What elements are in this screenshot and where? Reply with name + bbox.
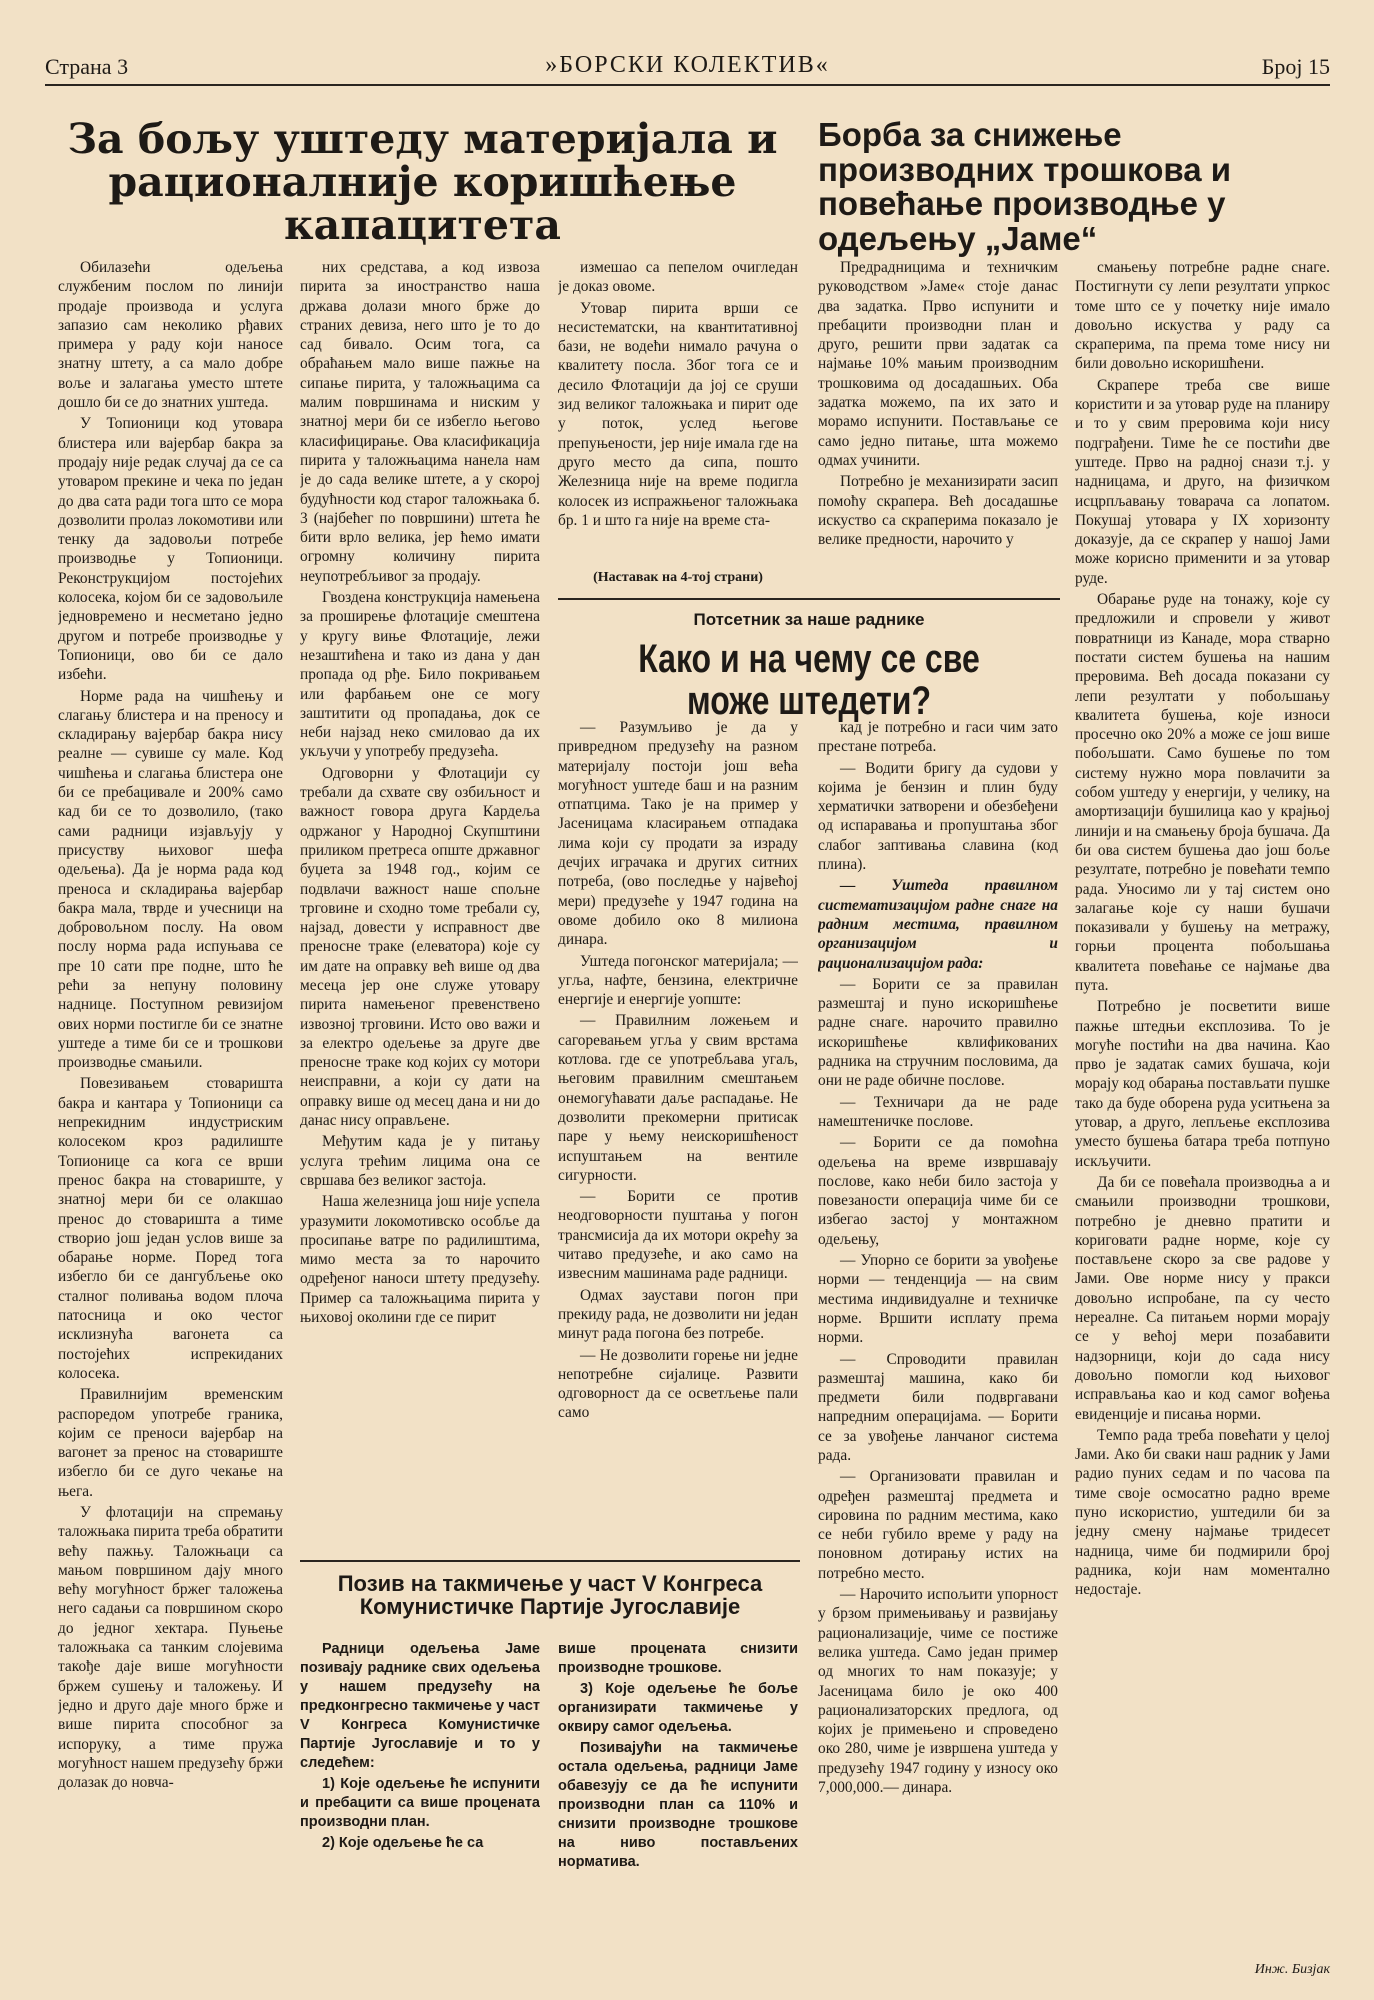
paragraph: — Нарочито испољити упорност у брзом примењивању и развијању рационализације, чиме се постиже велика уштеда. Само један пример од многих то нам показује; у Јасеницама било је око 400 рационализаторских предлога, од којих је примењено и спроведено око 280, чиме је извршена уштеда у предузећу 1947 годину у износу око 7,000,000.— динара.	[818, 1586, 1058, 1797]
paragraph: смањењу потребне радне снаге. Постигнути су лепи резултати упркос томе што се у почетку није имало довољно искуства у раду са скраперима, па према томе нису ни били довољно искоришћени.	[1075, 259, 1330, 373]
paragraph: Гвоздена конструкција намењена за проширење флотације смештена у кругу виње Флотације, лежи незаштићена и тако из дана у дан пропада од рђе. Било покривањем или фарбањем оне се могу заштитити од пропадања, док се неби најзад неко смиловао да их укључи у употребу предузећа.	[300, 589, 540, 761]
paragraph: Одмах заустави погон при прекиду рада, не дозволити ни један минут рада погона без потребе.	[558, 1286, 798, 1343]
author-signature: Инж. Бизјак	[1254, 1962, 1330, 1977]
paragraph: Правилнијим временским распоредом употребе граника, којим се преноси вајербар на вагонет за пренос на стовариште избегло би се дуго чекање на њега.	[58, 1386, 283, 1500]
paragraph: Повезивањем стоваришта бакра и кантара у Топионици са непрекидним индустриским колосеком кроз радилиште Топионице са кога се врши пренос бакра на стовариште, у знатној мери би се олакшао пренос до стоваришта а тиме створио још један услов више за обарање норме. Поред тога избегло би се дангубљење око сталног поливања водом плоча патосница и око честог исклизнућа вагонета са постојећих испрекиданих колосека.	[58, 1075, 283, 1382]
paragraph: Скрапере треба све више користити и за утовар руде на планиру и то у свим преровима који нису подграђени. Тиме ће се постићи две уштеде. Прво на радној снази т.ј. у надницама, и друго, на физичком исцрпљавању товарача са лопатом. Покушај утовара у IX хоризонту доказује, да се скрапер у нашој Јами може корисно применити и за утовар руде.	[1075, 376, 1330, 587]
article3-title: Како и на чему се све може штедети?	[638, 637, 980, 723]
paragraph: Обарање руде на тонажу, које су предложили и спровели у живот повратници из Канаде, мора стварно постати систем бушења на нашим преровима. Већ досада показани су лепи резултати у побољшању квалитета бушења, које износи просечно око 20% а може се још више побољшати. Само бушење по том систему нужно мора повлачити за собом уштеду у енергији, у челику, на амортизацији бушилица као у крајњој линији и на смањењу броја бушача. Да би ова систем бушења дао још боље резултате, потребно је повећати темпо рада. Уносимо ли у тај систем оно залагање које су наши бушачи показивали у бушењу на метражу, горњи процента побољшања квалитета повећање се најмање два пута.	[1075, 591, 1330, 994]
article3-kicker: Потсетник за наше раднике	[693, 610, 925, 629]
paragraph: Обилазећи одељења службеним послом по линији продаје производа и услуга запазио сам неколико рђавих примера у раду који наносе знатну штету, а са мало добре воље и залагања уместо штете дошло би се до знатних уштеда.	[58, 259, 283, 412]
article1-column1	[58, 258, 283, 1948]
paragraph: Међутим када је у питању услуга трећим лицима она се свршава без великог застоја.	[300, 1133, 540, 1189]
paragraph: измешао са пепелом очигледан је доказ овоме.	[558, 259, 798, 296]
list-item: 3) Које одељење ће боље организирати такмичење у оквиру самог одељења.	[558, 1681, 798, 1735]
newspaper-name: »БОРСКИ КОЛЕКТИВ«	[545, 52, 830, 78]
paragraph: — Водити бригу да судови у којима је бензин и плин буду херматички затворени и обезбеђени од испаравања и пропуштања због слабог заптивања славина (код плина).	[818, 759, 1058, 874]
article1-column2	[300, 258, 540, 1548]
divider	[558, 598, 1060, 600]
article4-column2	[558, 1640, 798, 1940]
paragraph: — Борити се да помоћна одељења на време извршавају послове, како неби било застоја у повезаности операција чиме би се избегао застој у монтажном одељењу,	[818, 1134, 1058, 1248]
paragraph: — Разумљиво је да у привредном предузећу на разном материјалу постоји још већа могућност уштеде баш и на разним отпатцима. Тако је на пример у Јасеницама класирањем отпадака лима који су продати за израду дечјих играчака и других ситних потреба, (ово последње у највећој мери) предузеће у 1947 година на овоме добило око 8 милиона динара.	[558, 719, 798, 949]
paragraph: Предрадницима и техничким руководством »Јаме« стоје данас два задатка. Прво испунити и пребацити производни план и друго, решити први задатак са најмање 10% мањим производним трошковима од досадашњих. Оба задатка можемо, па их зато и морамо испунити. Постављање се само једно питање, шта можемо одмах учинити.	[818, 259, 1058, 469]
article4-column1	[300, 1640, 540, 1940]
article4-title: Позив на такмичење у част V Конгреса Комунистичке Партије Југославије	[337, 1571, 763, 1620]
list-item: 1) Које одељење ће испунити и пребацити са више процената производни план.	[300, 1776, 540, 1830]
paragraph: — Упорно се борити за увођење норми — тенденција — на свим местима индивидуалне и техничке норме. Вршити исплату према норми.	[818, 1252, 1058, 1347]
page-header	[45, 52, 1330, 86]
paragraph: Да би се повећала производња а и смањили производни трошкови, потребно је дневно пратити и кориговати радне норме, које су постављене скоро за све радове у Јами. Ове норме нису у пракси довољно испробане, па су често нереалне. Са питањем норми морају се у већој мери позабавити надзорници, који до сада нису довољно помогли код њиховог исправљања као и код самог вођења евиденције и писања норми.	[1075, 1173, 1330, 1423]
paragraph: — Организовати правилан и одређен размештај предмета и сировина по радним местима, како се неби губило време у раду на поновном дотирању истих на потребно место.	[818, 1468, 1058, 1582]
divider	[300, 1560, 800, 1562]
paragraph: кад је потребно и гаси чим зато престане потреба.	[818, 719, 1058, 756]
paragraph: Наша железница још није успела уразумити локомотивско особље да просипање ватре по радилиштима, мимо места за то нарочито одређеног наноси штету предузећу. Пример са таложњацима пирита у њиховој околини где се пирит	[300, 1193, 540, 1327]
article3-column2	[818, 718, 1058, 1918]
paragraph: — Борити се против неодговорности пуштања у погон трансмисија да их мотори окрећу за читаво предузеће, и ако само на извесним машинама раде радници.	[558, 1188, 798, 1283]
paragraph: Уштеда погонског материјала; — угља, нафте, бензина, електричне енергије и енергије уопште:	[558, 952, 798, 1009]
paragraph: Потребно је механизирати засип помоћу скрапера. Већ досадашње искуство са скраперима показало је велике предности, нарочито у	[818, 473, 1058, 549]
paragraph: У флотацији на спремању таложњака пирита треба обратити већу пажњу. Таложњаци са мањом површином дају много већу могућност бржег таложења него садањи са површином скоро до једног хектара. Пуњење таложњака са танким слојевима такође даје више могућности бржем сушењу и таложењу. И једно и друго даје много брже и више пирита способног за испоруку, а тиме пружа могућност нашем предузећу бржи долазак до новча-	[58, 1504, 283, 1792]
continuation-note: (Наставак на 4-тој страни)	[593, 570, 763, 585]
paragraph: Одговорни у Флотацији су требали да схвате сву озбиљност и важност говора друга Кардеља одржаног у Народној Скупштини приликом претреса опште државног буџета за 1948 год., којим се подвлачи важност наше спољне трговине и сходно томе требали су, најзад, довести у исправност две преносне траке (елеватора) које су им дате на оправку већ више од два месеца јер оне служе утовару пирита намењеног превенствено извозној трговини. Исто ово важи и за електро одељење за друге две преносне траке код којих су мотори неисправни, а који су дати на оправку више од месец дана и ни до данас нису оправљене.	[300, 764, 540, 1130]
paragraph: — Не дозволити горење ни једне непотребне сијалице. Развити одговорност да се осветљење пали само	[558, 1346, 798, 1422]
paragraph: — Спроводити правилан размештај машина, како би предмети били подвргавани напредним операцијама. — Борити се за увођење ланчаног система рада.	[818, 1350, 1058, 1464]
paragraph: Темпо рада треба повећати у целој Јами. Ако би сваки наш радник у Јами радио пуних седам и по часова па тиме своје осмосатно радно време пуно искористио, уштедили би за једну смену најмање тридесет надница, чиме би подмирили број радника, који нам моментално недостаје.	[1075, 1426, 1330, 1599]
paragraph: них средстава, а код извоза пирита за иностранство наша држава долази много брже до страних девиза, него што је то до сад бивало. Осим тога, са обраћањем мало више пажње на сипање пирита, у таложњацима са малим површинама и ниским у знатној мери би се избегло његово класифицирање. Ова класификација пирита у таложњацима нанела нам је до сада велике штете, а у скорој будућности код старог таложњака б. 3 (најбећег по површини) штета ће бити врло велика, јер ћемо имати огромну количину пирита неупотребљивог за продају.	[300, 259, 540, 585]
paragraph: Норме рада на чишћењу и слагању блистера и на преносу и складирању вајербар бакра нису реалне — сувише су мале. Код чишћења и слагања блистера оне би се пребацивале и 200% само кад би се то дозволило, (тако сами радници изјављују у присуству њиховог шефа одељења). Да је норма рада код преноса и складирања вајербар бакра мала, тврде и учесници на добровољном послу. На овом послу норма рада испуњава се пре 10 сати пре подне, што ће рећи за непуну половину наднице. Поступном ревизијом ових норми постигле би се знатне уштеде а тиме би се и трошкови производње смањили.	[58, 687, 283, 1072]
list-item: 2) Које одељење ће са	[322, 1835, 484, 1851]
paragraph: Потребно је посветити више пажње штедњи експлозива. То је могуће постићи на два начина. Као прво је задатак самих бушача, који морају код обарања постављати пушке тако да буде оборена руда уситњена за утовар, а друго, лепљење експлозива уместо бушења батара треба потпуно искључити.	[1075, 998, 1330, 1170]
page-number: Страна 3	[45, 54, 129, 79]
article1-title: За бољу уштеду материјала и рационалније коришћење капацитета	[67, 115, 778, 250]
paragraph: — Техничари да не раде намештеничке послове.	[818, 1093, 1058, 1130]
paragraph: — Борити се за правилан размештај и пуно искоришћење радне снаге. нарочито правилно искоришћење квлификованих радника на стручним пословима, да они не раде обичне послове.	[818, 975, 1058, 1090]
paragraph: — Уштеда правилном систематизацијом радне снаге на радним местима, правилном организацијом и рационализацијом рада:	[818, 877, 1058, 972]
article2-title: Борба за снижење производних трошкова и повећање производње у одељењу „Јаме“	[818, 116, 1232, 257]
article2-column2	[1075, 258, 1330, 1918]
article3-column1	[558, 718, 798, 1558]
paragraph: Радници одељења Јаме позивају раднике свих одељења у нашем предузећу на предконгресно такмичење у част V Конгреса Комунистичке Партије Југославије и то у следећем:	[300, 1641, 540, 1771]
paragraph: Утовар пирита врши се несистематски, на квантитативној бази, не водећи нимало рачуна о квалитету посла. Због тога се и десило Флотацији да јој се сруши зид великог таложњака и пирит оде у поток, услед његове препуњености, јер није имала где на друго место да сипа, пошто Железница није на време подигла колосек из испражњеног таложњака бр. 1 и што га није на време ста-	[558, 299, 798, 529]
paragraph: У Топионици код утовара блистера или вајербар бакра за продају није редак случај да се са утоваром прекине и чека по један до два сата ради тога што се мора дозволити пролаз локомотиви или тенку да задовољи потребе производње у Топионици. Реконструкцијом постојећих колосека, којом би се задовољиле једновремено и несметано једно другом и потребе производње у Топионици, ово би се дало избећи.	[58, 415, 283, 684]
paragraph: више процената снизити производне трошкове.	[558, 1641, 798, 1676]
issue-number: Број 15	[1261, 54, 1330, 79]
paragraph: — Правилним ложењем и сагоревањем угља у свим врстама котлова. где се употребљава угаљ, његовим правилним смештањем онемогућавати даље распадање. Не дозволити прекомерни притисак паре у њему неискоришћеност испуштањем на вентиле сигурности.	[558, 1012, 798, 1184]
paragraph: Позивајући на такмичење остала одељења, радници Јаме обавезују се да ће испунити производни план са 110% и снизити производне трошкове на ниво постављених норматива.	[558, 1740, 798, 1870]
article2-column1	[818, 258, 1058, 588]
article1-column3	[558, 258, 798, 568]
